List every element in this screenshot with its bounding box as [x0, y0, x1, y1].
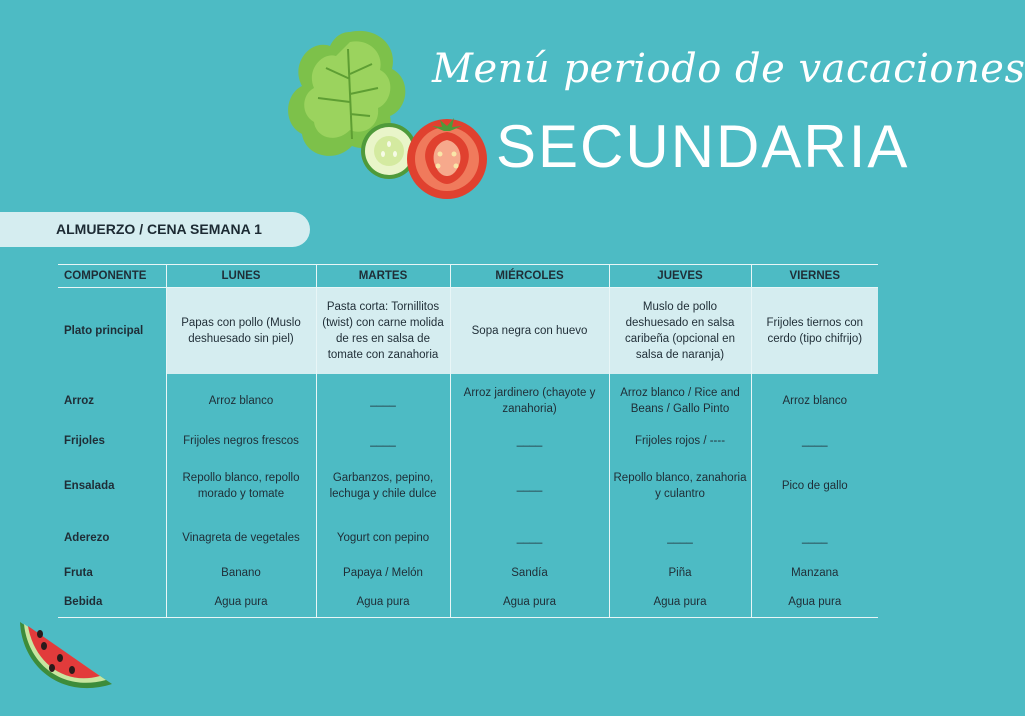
tomato-half-icon	[402, 112, 492, 202]
menu-cell: Frijoles rojos / ----	[609, 428, 751, 454]
menu-cell: Agua pura	[166, 588, 316, 618]
menu-cell: ____	[316, 428, 450, 454]
component-cell: Ensalada	[64, 479, 115, 492]
table-row	[58, 428, 878, 454]
menu-cell: Arroz jardinero (chayote y zanahoria)	[450, 374, 609, 428]
component-cell: Arroz	[64, 394, 95, 407]
table-row	[58, 374, 878, 428]
menu-cell: Garbanzos, pepino, lechuga y chile dulce	[316, 454, 450, 518]
column-header: MIÉRCOLES	[450, 265, 609, 288]
menu-cell: Manzana	[751, 558, 878, 588]
menu-cell: ____	[316, 374, 450, 428]
table-row	[58, 288, 878, 374]
column-header: JUEVES	[609, 265, 751, 288]
menu-cell: ____	[450, 518, 609, 558]
week-label-banner	[0, 212, 310, 247]
menu-cell: Agua pura	[316, 588, 450, 618]
component-cell: Bebida	[58, 588, 166, 618]
column-header: MARTES	[316, 265, 450, 288]
column-header: COMPONENTE	[58, 265, 166, 288]
menu-cell: Agua pura	[751, 588, 878, 618]
menu-cell: Arroz blanco	[751, 374, 878, 428]
table-row	[58, 588, 878, 618]
menu-cell: Papaya / Melón	[316, 558, 450, 588]
menu-cell: Yogurt con pepino	[316, 518, 450, 558]
menu-cell: Sandía	[450, 558, 609, 588]
watermelon-slice-icon	[12, 612, 122, 702]
menu-cell: Repollo blanco, repollo morado y tomate	[166, 454, 316, 518]
menu-cell: ____	[450, 454, 609, 518]
table-row	[58, 518, 878, 558]
menu-cell: ____	[450, 428, 609, 454]
menu-cell: Frijoles negros frescos	[166, 428, 316, 454]
component-cell: Fruta	[64, 566, 93, 579]
menu-cell: Piña	[609, 558, 751, 588]
menu-cell: Frijoles tiernos con cerdo (tipo chifrijo)	[751, 288, 878, 374]
menu-cell: Vinagreta de vegetales	[166, 518, 316, 558]
component-cell: Frijoles	[64, 434, 105, 447]
title-script: Menú periodo de vacaciones	[432, 46, 1025, 92]
menu-cell: ____	[751, 428, 878, 454]
table-row	[58, 454, 878, 518]
component-cell: Plato principal	[58, 288, 166, 374]
column-header: VIERNES	[751, 265, 878, 288]
menu-cell: Repollo blanco, zanahoria y culantro	[609, 454, 751, 518]
menu-cell: Pico de gallo	[751, 454, 878, 518]
menu-cell: ____	[609, 518, 751, 558]
table-row	[58, 558, 878, 588]
menu-cell: Agua pura	[450, 588, 609, 618]
week-label: ALMUERZO / CENA SEMANA 1	[56, 221, 262, 237]
menu-cell: Muslo de pollo deshuesado en salsa caribeña (opcional en salsa de naranja)	[609, 288, 751, 374]
menu-cell: Banano	[166, 558, 316, 588]
page-title: SECUNDARIA	[496, 113, 910, 180]
component-cell: Aderezo	[64, 531, 110, 544]
menu-cell: Agua pura	[609, 588, 751, 618]
menu-cell: Sopa negra con huevo	[450, 288, 609, 374]
table-header-row	[58, 265, 878, 288]
column-header: LUNES	[166, 265, 316, 288]
menu-table	[58, 264, 878, 618]
menu-cell: ____	[751, 518, 878, 558]
menu-cell: Pasta corta: Tornillitos (twist) con carne molida de res en salsa de tomate con zanahoria	[316, 288, 450, 374]
menu-cell: Arroz blanco	[166, 374, 316, 428]
menu-cell: Arroz blanco / Rice and Beans / Gallo Pinto	[609, 374, 751, 428]
menu-cell: Papas con pollo (Muslo deshuesado sin piel)	[166, 288, 316, 374]
